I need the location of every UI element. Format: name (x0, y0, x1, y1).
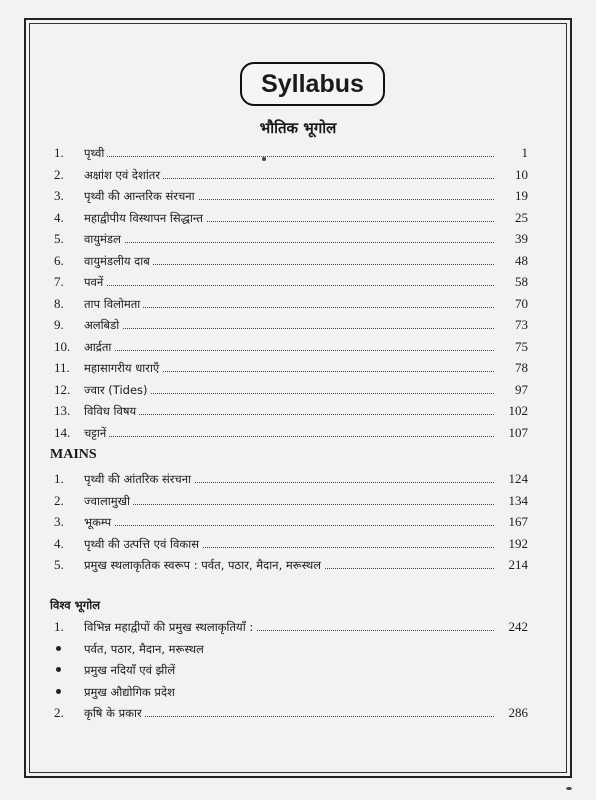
toc-entry (50, 469, 528, 489)
dot-leader (84, 401, 494, 415)
toc-entry-number: 4. (54, 535, 64, 551)
toc-entry (50, 423, 528, 443)
toc-entry (50, 208, 528, 228)
toc-entry-label: वायुमंडलीय दाब (84, 251, 153, 271)
toc-entry-number: 13. (54, 403, 71, 418)
toc-entry-page-number: 134 (494, 491, 528, 511)
toc-entry-page-number: 10 (494, 165, 528, 185)
toc-entry-number: 5. (54, 231, 64, 246)
toc-entry-label: प्रमुख नदियाँ एवं झीलें (84, 660, 178, 680)
toc-entry (50, 534, 528, 554)
section-title-world-geography: विश्व भूगोल (50, 598, 100, 612)
toc-entry-number: 9. (54, 317, 64, 332)
toc-entry (50, 555, 528, 575)
toc-entry-number: 12. (54, 381, 71, 397)
toc-entry (50, 186, 528, 206)
bullet-icon (56, 689, 61, 694)
toc-entry-label: पवनें (84, 272, 106, 292)
toc-entry-label: वायुमंडल (84, 229, 124, 249)
toc-entry-page-number: 97 (494, 380, 528, 400)
toc-entry-label: प्रमुख औद्योगिक प्रदेश (84, 682, 178, 702)
toc-entry-number: 1. (54, 619, 64, 634)
toc-entry-page-number: 39 (494, 229, 528, 249)
toc-entry-number: 10. (54, 338, 71, 354)
toc-entry-page-number: 1 (494, 143, 528, 163)
toc-entry-number: 14. (54, 424, 71, 440)
dot-leader (84, 272, 494, 286)
toc-entry (50, 358, 528, 378)
toc-entry-page-number: 242 (494, 617, 528, 637)
toc-entry-label: महासागरीय धाराएँ (84, 358, 162, 378)
dot-leader (84, 143, 494, 157)
toc-entry (50, 165, 528, 185)
dot-leader (84, 315, 494, 329)
toc-entry-label: पृथ्वी की आंतरिक संरचना (84, 469, 194, 489)
toc-entry-page-number: 75 (494, 337, 528, 357)
toc-entry (50, 315, 528, 335)
section-title-mains: MAINS (50, 447, 97, 462)
toc-entry-number: 4. (54, 209, 64, 225)
bullet-icon (56, 667, 61, 672)
toc-entry (50, 617, 528, 637)
print-speck (566, 787, 572, 790)
toc-entry-label: पृथ्वी की आन्तरिक संरचना (84, 186, 198, 206)
toc-entry-label: पर्वत, पठार, मैदान, मरूस्थल (84, 639, 207, 659)
dot-leader (84, 337, 494, 351)
toc-entry-label: विविध विषय (84, 401, 139, 421)
toc-entry (50, 380, 528, 400)
toc-entry (50, 229, 528, 249)
page-title: Syllabus (240, 62, 385, 106)
toc-entry-label: महाद्वीपीय विस्थापन सिद्धान्त (84, 208, 206, 228)
toc-entry-label: प्रमुख स्थलाकृतिक स्वरूप : पर्वत, पठार, मैदान, मरूस्थल (84, 555, 324, 575)
toc-entry-page-number: 70 (494, 294, 528, 314)
toc-entry-label: ज्वार (Tides) (84, 380, 151, 400)
toc-entry (50, 143, 528, 163)
toc-entry-page-number: 107 (494, 423, 528, 443)
toc-entry (50, 272, 528, 292)
toc-entry-label: आर्द्रता (84, 337, 114, 357)
toc-entry-page-number: 192 (494, 534, 528, 554)
toc-entry-number: 6. (54, 252, 64, 268)
dot-leader (84, 491, 494, 505)
toc-entry (50, 682, 528, 702)
toc-entry-page-number: 19 (494, 186, 528, 206)
toc-entry (50, 703, 528, 723)
dot-leader (84, 229, 494, 243)
toc-entry-page-number: 58 (494, 272, 528, 292)
toc-entry-number: 1. (54, 145, 64, 160)
toc-entry (50, 512, 528, 532)
toc-entry-page-number: 214 (494, 555, 528, 575)
toc-entry-page-number: 124 (494, 469, 528, 489)
toc-entry-label: कृषि के प्रकार (84, 703, 145, 723)
toc-entry (50, 251, 528, 271)
toc-entry (50, 294, 528, 314)
toc-entry-label: चट्टानें (84, 423, 109, 443)
toc-entry (50, 401, 528, 421)
dot-leader (84, 423, 494, 437)
toc-entry (50, 337, 528, 357)
dot-leader (84, 512, 494, 526)
toc-entry-label: पृथ्वी की उत्पत्ति एवं विकास (84, 534, 202, 554)
toc-entry (50, 660, 528, 680)
dot-leader (84, 294, 494, 308)
toc-entry-label: भूकम्प (84, 512, 114, 532)
toc-entry-number: 11. (54, 360, 70, 375)
toc-entry-label: पृथ्वी (84, 143, 107, 163)
toc-entry-page-number: 286 (494, 703, 528, 723)
toc-entry-page-number: 167 (494, 512, 528, 532)
toc-entry-page-number: 102 (494, 401, 528, 421)
toc-entry-page-number: 25 (494, 208, 528, 228)
toc-entry (50, 491, 528, 511)
bullet-icon (56, 646, 61, 651)
print-speck (262, 157, 266, 161)
toc-entry-label: ज्वालामुखी (84, 491, 133, 511)
dot-leader (84, 703, 494, 717)
toc-entry-number: 3. (54, 514, 64, 529)
toc-entry (50, 639, 528, 659)
toc-entry-number: 1. (54, 471, 64, 486)
toc-entry-page-number: 48 (494, 251, 528, 271)
section-title-physical-geography: भौतिक भूगोल (259, 119, 337, 137)
toc-entry-page-number: 73 (494, 315, 528, 335)
toc-entry-number: 2. (54, 705, 64, 720)
toc-entry-number: 3. (54, 188, 64, 203)
toc-entry-number: 2. (54, 492, 64, 508)
toc-entry-number: 8. (54, 295, 64, 311)
toc-entry-number: 2. (54, 166, 64, 182)
toc-entry-label: विभिन्न महाद्वीपों की प्रमुख स्थलाकृतियाँ : (84, 617, 256, 637)
toc-entry-label: अलबिडो (84, 315, 122, 335)
toc-entry-label: ताप विलोमता (84, 294, 143, 314)
toc-entry-page-number: 78 (494, 358, 528, 378)
toc-entry-number: 7. (54, 274, 64, 289)
toc-entry-label: अक्षांश एवं देशांतर (84, 165, 163, 185)
toc-entry-number: 5. (54, 557, 64, 572)
